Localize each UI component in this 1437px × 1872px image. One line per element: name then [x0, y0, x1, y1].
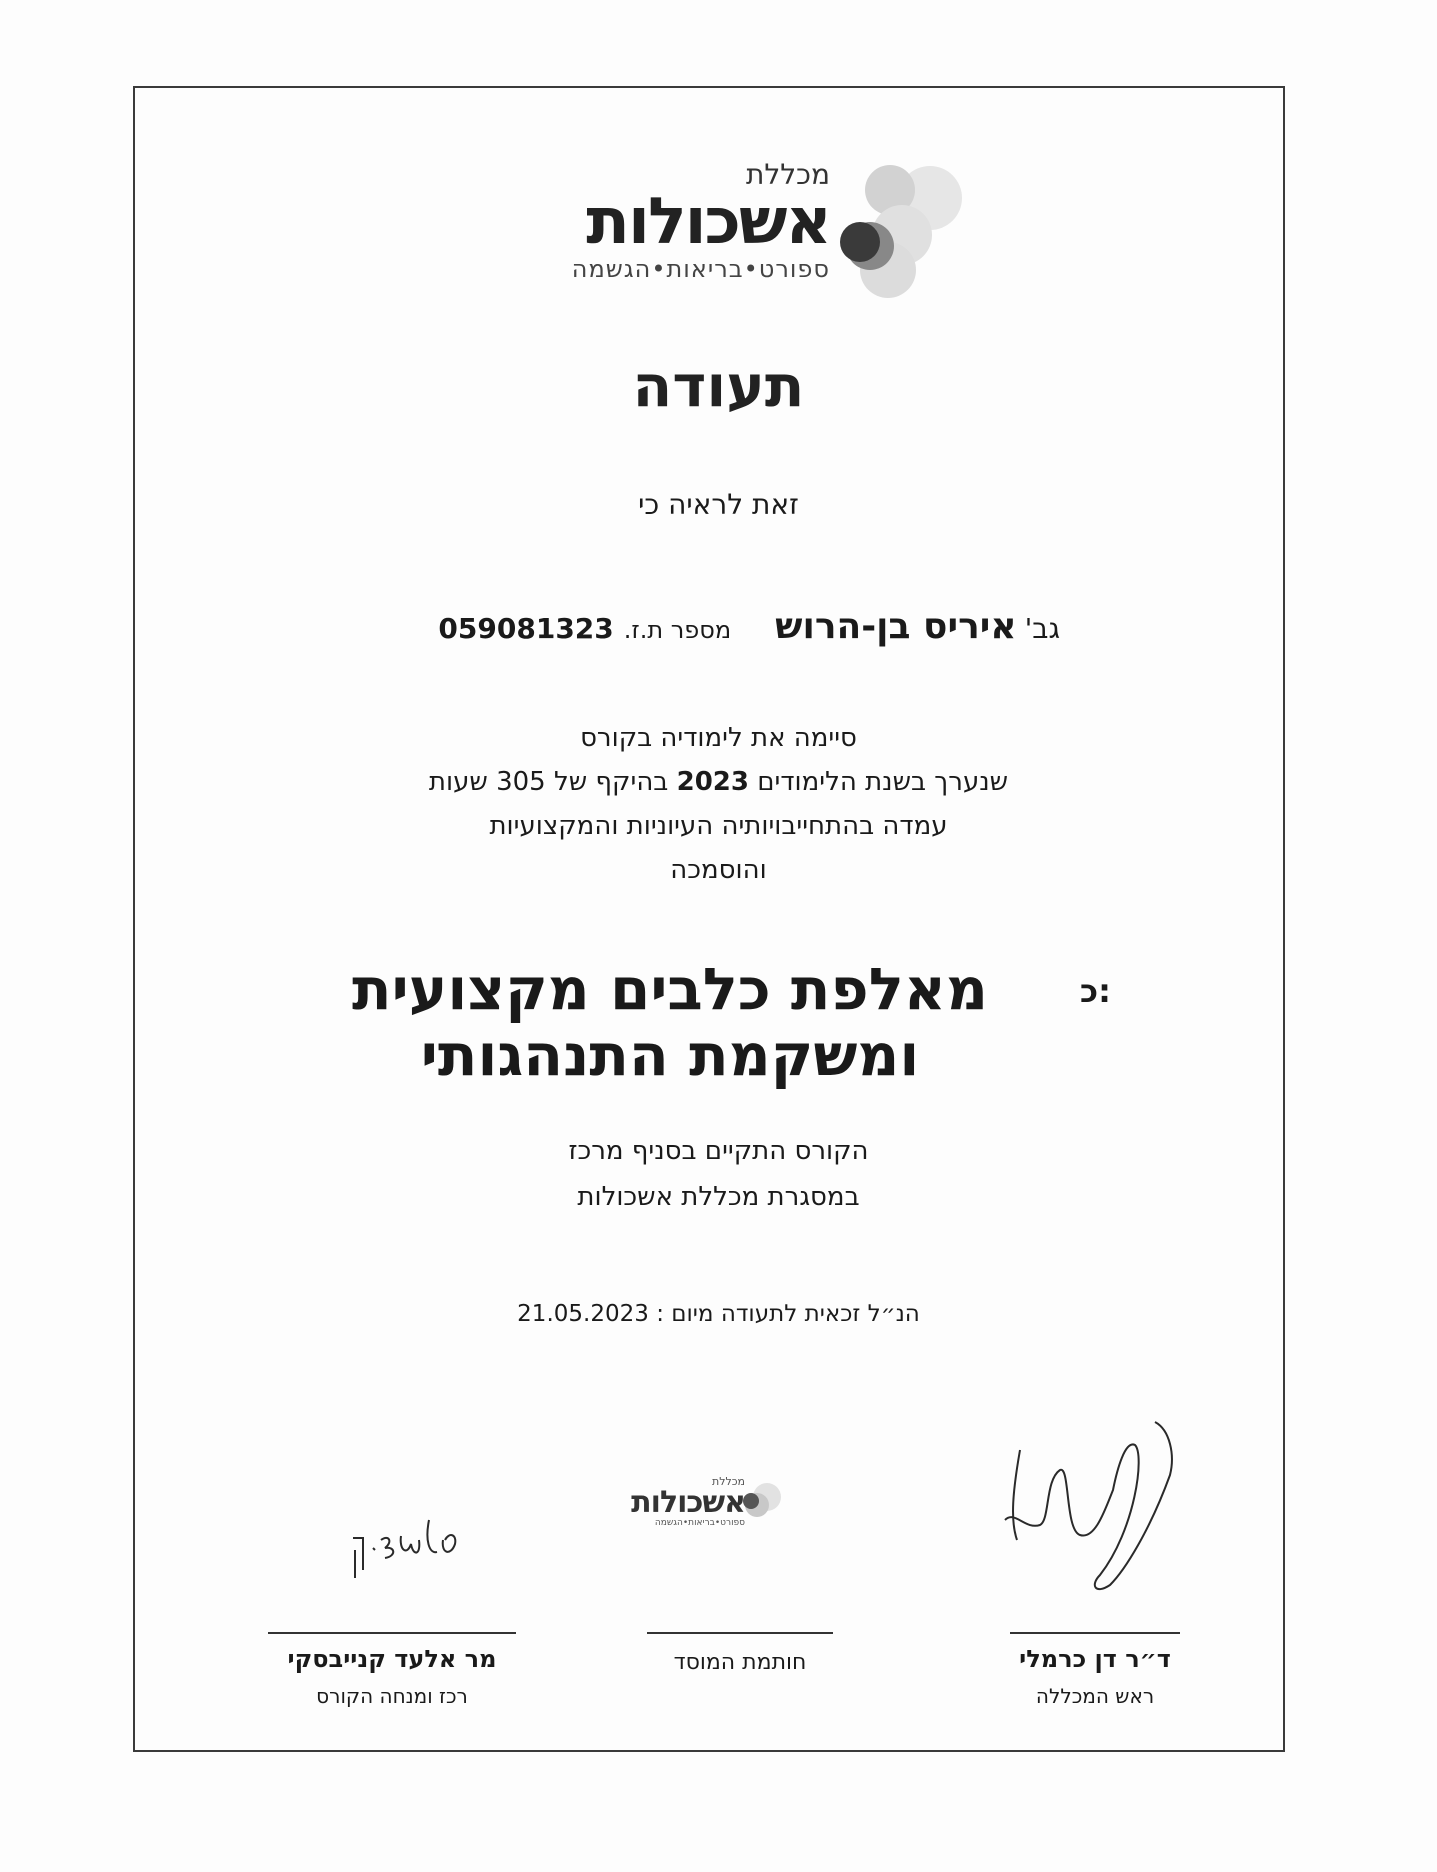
coordinator-role: רכז ומנחה הקורס	[316, 1684, 468, 1708]
left-signature-scribble	[345, 1500, 475, 1590]
recipient-prefix: גב'	[1024, 612, 1060, 645]
middle-signature-line	[647, 1632, 833, 1634]
logo-small-text: מכללת	[745, 158, 830, 191]
certificate-date	[0, 1301, 1437, 1327]
institution-stamp	[631, 1475, 785, 1547]
body-line-2-post: בהיקף של 305 שעות	[428, 767, 669, 797]
body-line-2-pre: שנערך בשנת הלימודים	[757, 767, 1009, 797]
course-title-line-1: מאלפת כלבים מקצועית	[352, 955, 988, 1023]
course-title-line-2: ומשקמת התנהגותי	[420, 1021, 920, 1089]
logo-circles-icon	[830, 160, 980, 310]
body-line-1: סיימה את לימודיה בקורס	[580, 723, 857, 753]
stamp-tagline: ספורט•בריאות•הגשמה	[654, 1518, 745, 1528]
coordinator-name: מר אלעד קנייבסקי	[287, 1645, 497, 1673]
body-text	[0, 716, 1437, 892]
branch-line-2: במסגרת מכללת אשכולות	[577, 1182, 860, 1212]
logo-tagline: ספורט•בריאות•הגשמה	[571, 255, 830, 283]
logo-main-text: אשכולות	[586, 185, 830, 259]
recipient-line	[420, 606, 1060, 652]
certificate-title: תעודה	[632, 352, 805, 420]
recipient-name: איריס בן-הרוש	[775, 606, 1017, 647]
course-prefix: כ:	[1080, 972, 1111, 1010]
branch-line-1: הקורס התקיים בסניף מרכז	[568, 1136, 869, 1166]
branch-text	[0, 1128, 1437, 1220]
certificate-date-value: 21.05.2023	[517, 1301, 649, 1327]
college-logo	[510, 160, 980, 310]
body-line-4: והוסמכה	[670, 855, 767, 885]
right-signature-line	[1010, 1632, 1180, 1634]
course-title	[300, 956, 1040, 1088]
certificate-date-label: הנ״ל זכאית לתעודה מיום :	[656, 1301, 920, 1327]
body-line-2	[0, 760, 1437, 804]
stamp-label: חותמת המוסד	[673, 1650, 807, 1675]
intro-text: זאת לראיה כי	[638, 488, 799, 521]
stamp-main-text: אשכולות	[631, 1485, 745, 1520]
stamp-small-text: מכללת	[711, 1475, 745, 1488]
id-label: מספר ת.ז.	[623, 616, 732, 644]
body-line-3: עמדה בהתחייבויותיה העיוניות והמקצועיות	[489, 811, 948, 841]
id-number: 059081323	[438, 612, 614, 645]
head-of-college-name: ד״ר דן כרמלי	[1019, 1645, 1171, 1673]
head-of-college-role: ראש המכללה	[1035, 1684, 1155, 1708]
study-year: 2023	[676, 767, 749, 797]
right-signature-scribble	[985, 1410, 1205, 1600]
left-signature-line	[268, 1632, 516, 1634]
